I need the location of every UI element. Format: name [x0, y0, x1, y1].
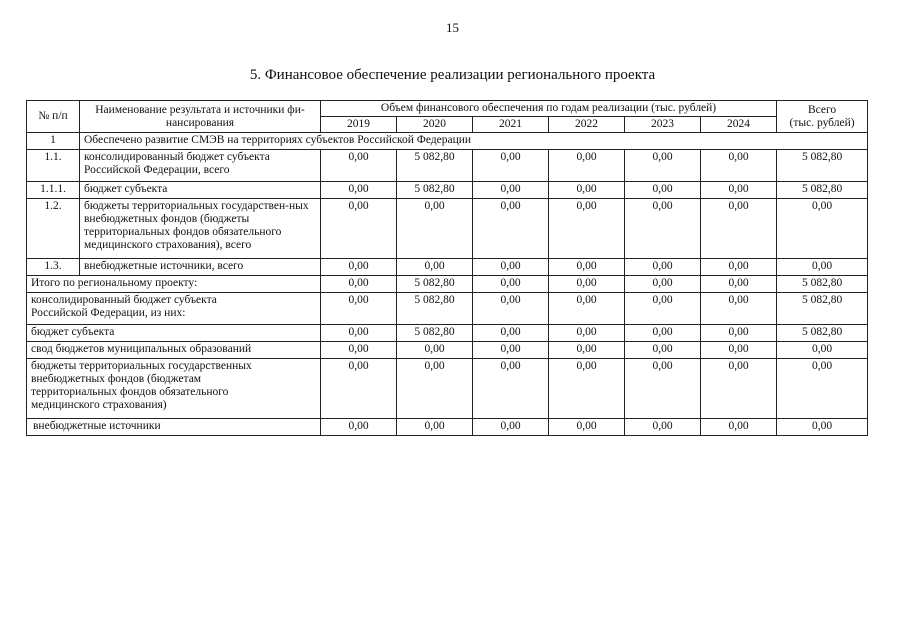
cell-value: 0,00 — [473, 293, 549, 325]
cell-value: 0,00 — [397, 359, 473, 419]
row-no: 1 — [27, 133, 80, 150]
total-row-name: внебюджетные источники — [27, 419, 321, 436]
cell-value: 0,00 — [549, 199, 625, 259]
page-number: 15 — [446, 20, 459, 35]
total-row-name: свод бюджетов муниципальных образований — [27, 342, 321, 359]
cell-value: 0,00 — [473, 419, 549, 436]
cell-value: 0,00 — [321, 199, 397, 259]
cell-total: 5 082,80 — [777, 276, 868, 293]
cell-value: 0,00 — [473, 199, 549, 259]
result-row — [27, 133, 868, 150]
cell-total: 5 082,80 — [777, 325, 868, 342]
section-title: 5. Финансовое обеспечение реализации регионального проекта — [249, 67, 656, 83]
row-no: 1.1. — [27, 150, 80, 182]
cell-total: 0,00 — [777, 342, 868, 359]
cell-value: 0,00 — [549, 276, 625, 293]
header-no: № п/п — [27, 101, 80, 133]
cell-value: 0,00 — [473, 325, 549, 342]
row-no: 1.3. — [27, 259, 80, 276]
row-name: бюджет субъекта — [80, 182, 321, 199]
header-name-line1: Наименование результата и источники фи- — [95, 103, 305, 116]
header-total-line1: Всего — [807, 103, 837, 116]
cell-value: 0,00 — [321, 259, 397, 276]
cell-value: 0,00 — [701, 276, 777, 293]
total-row-name: бюджеты территориальных государственных внебюджетных фондов (бюджетам территориальных фондов обязательного медицинского страхования) — [27, 359, 321, 419]
header-year: 2019 — [321, 117, 397, 133]
cell-value: 0,00 — [321, 276, 397, 293]
cell-value: 0,00 — [549, 259, 625, 276]
header-year: 2022 — [549, 117, 625, 133]
cell-value: 0,00 — [473, 182, 549, 199]
header-name-line2: нансирования — [165, 116, 235, 129]
header-year: 2024 — [701, 117, 777, 133]
cell-value: 0,00 — [473, 359, 549, 419]
cell-value: 0,00 — [321, 419, 397, 436]
cell-value: 0,00 — [397, 199, 473, 259]
cell-value: 0,00 — [625, 199, 701, 259]
row-name: бюджеты территориальных государствен-ных внебюджетных фондов (бюджеты территориальных фондов обязательного медицинского страхования), всего — [80, 199, 321, 259]
cell-value: 0,00 — [701, 150, 777, 182]
row-no: 1.2. — [27, 199, 80, 259]
financing-table — [26, 100, 868, 436]
cell-value: 0,00 — [473, 259, 549, 276]
cell-value: 0,00 — [473, 342, 549, 359]
cell-value: 0,00 — [397, 342, 473, 359]
row-no: 1.1.1. — [27, 182, 80, 199]
cell-total: 0,00 — [777, 259, 868, 276]
cell-value: 0,00 — [473, 276, 549, 293]
cell-total: 5 082,80 — [777, 150, 868, 182]
cell-total: 5 082,80 — [777, 182, 868, 199]
cell-value: 0,00 — [321, 359, 397, 419]
total-row — [27, 325, 868, 342]
cell-value: 0,00 — [549, 182, 625, 199]
cell-value: 0,00 — [701, 325, 777, 342]
cell-value: 0,00 — [625, 182, 701, 199]
header-total — [777, 101, 868, 133]
result-name: Обеспечено развитие СМЭВ на территориях субъектов Российской Федерации — [80, 133, 868, 150]
cell-value: 0,00 — [625, 150, 701, 182]
total-row — [27, 276, 868, 293]
total-row — [27, 419, 868, 436]
total-row — [27, 293, 868, 325]
table-row — [27, 259, 868, 276]
cell-value: 0,00 — [549, 419, 625, 436]
cell-value: 0,00 — [321, 182, 397, 199]
total-row-name: консолидированный бюджет субъекта Российской Федерации, из них: — [27, 293, 321, 325]
header-year: 2023 — [625, 117, 701, 133]
cell-value: 0,00 — [549, 342, 625, 359]
cell-value: 0,00 — [625, 342, 701, 359]
header-year: 2020 — [397, 117, 473, 133]
cell-value: 0,00 — [701, 359, 777, 419]
cell-total: 5 082,80 — [777, 293, 868, 325]
cell-value: 0,00 — [625, 325, 701, 342]
total-row-name: бюджет субъекта — [27, 325, 321, 342]
cell-value: 0,00 — [701, 342, 777, 359]
header-total-line2: (тыс. рублей) — [789, 116, 855, 129]
cell-value: 0,00 — [625, 259, 701, 276]
cell-value: 0,00 — [701, 419, 777, 436]
cell-value: 0,00 — [473, 150, 549, 182]
cell-value: 0,00 — [549, 359, 625, 419]
cell-value: 0,00 — [549, 150, 625, 182]
cell-value: 0,00 — [321, 342, 397, 359]
cell-value: 0,00 — [701, 199, 777, 259]
cell-value: 0,00 — [549, 293, 625, 325]
cell-value: 5 082,80 — [397, 325, 473, 342]
cell-value: 0,00 — [625, 359, 701, 419]
cell-value: 0,00 — [701, 293, 777, 325]
row-name: внебюджетные источники, всего — [80, 259, 321, 276]
cell-value: 0,00 — [701, 182, 777, 199]
cell-value: 0,00 — [625, 419, 701, 436]
cell-value: 5 082,80 — [397, 276, 473, 293]
table-row — [27, 150, 868, 182]
table-row — [27, 199, 868, 259]
row-name: консолидированный бюджет субъекта Российской Федерации, всего — [80, 150, 321, 182]
cell-total: 0,00 — [777, 199, 868, 259]
cell-value: 5 082,80 — [397, 293, 473, 325]
header-year: 2021 — [473, 117, 549, 133]
cell-total: 0,00 — [777, 419, 868, 436]
cell-value: 0,00 — [321, 150, 397, 182]
cell-value: 0,00 — [625, 276, 701, 293]
total-row-name: Итого по региональному проекту: — [27, 276, 321, 293]
cell-value: 5 082,80 — [397, 150, 473, 182]
cell-value: 0,00 — [321, 325, 397, 342]
header-name — [80, 101, 321, 133]
cell-value: 0,00 — [549, 325, 625, 342]
cell-total: 0,00 — [777, 359, 868, 419]
cell-value: 0,00 — [397, 419, 473, 436]
cell-value: 0,00 — [397, 259, 473, 276]
cell-value: 5 082,80 — [397, 182, 473, 199]
cell-value: 0,00 — [321, 293, 397, 325]
cell-value: 0,00 — [625, 293, 701, 325]
total-row — [27, 359, 868, 419]
cell-value: 0,00 — [701, 259, 777, 276]
header-volume: Объем финансового обеспечения по годам реализации (тыс. рублей) — [321, 101, 777, 117]
table-row — [27, 182, 868, 199]
total-row — [27, 342, 868, 359]
